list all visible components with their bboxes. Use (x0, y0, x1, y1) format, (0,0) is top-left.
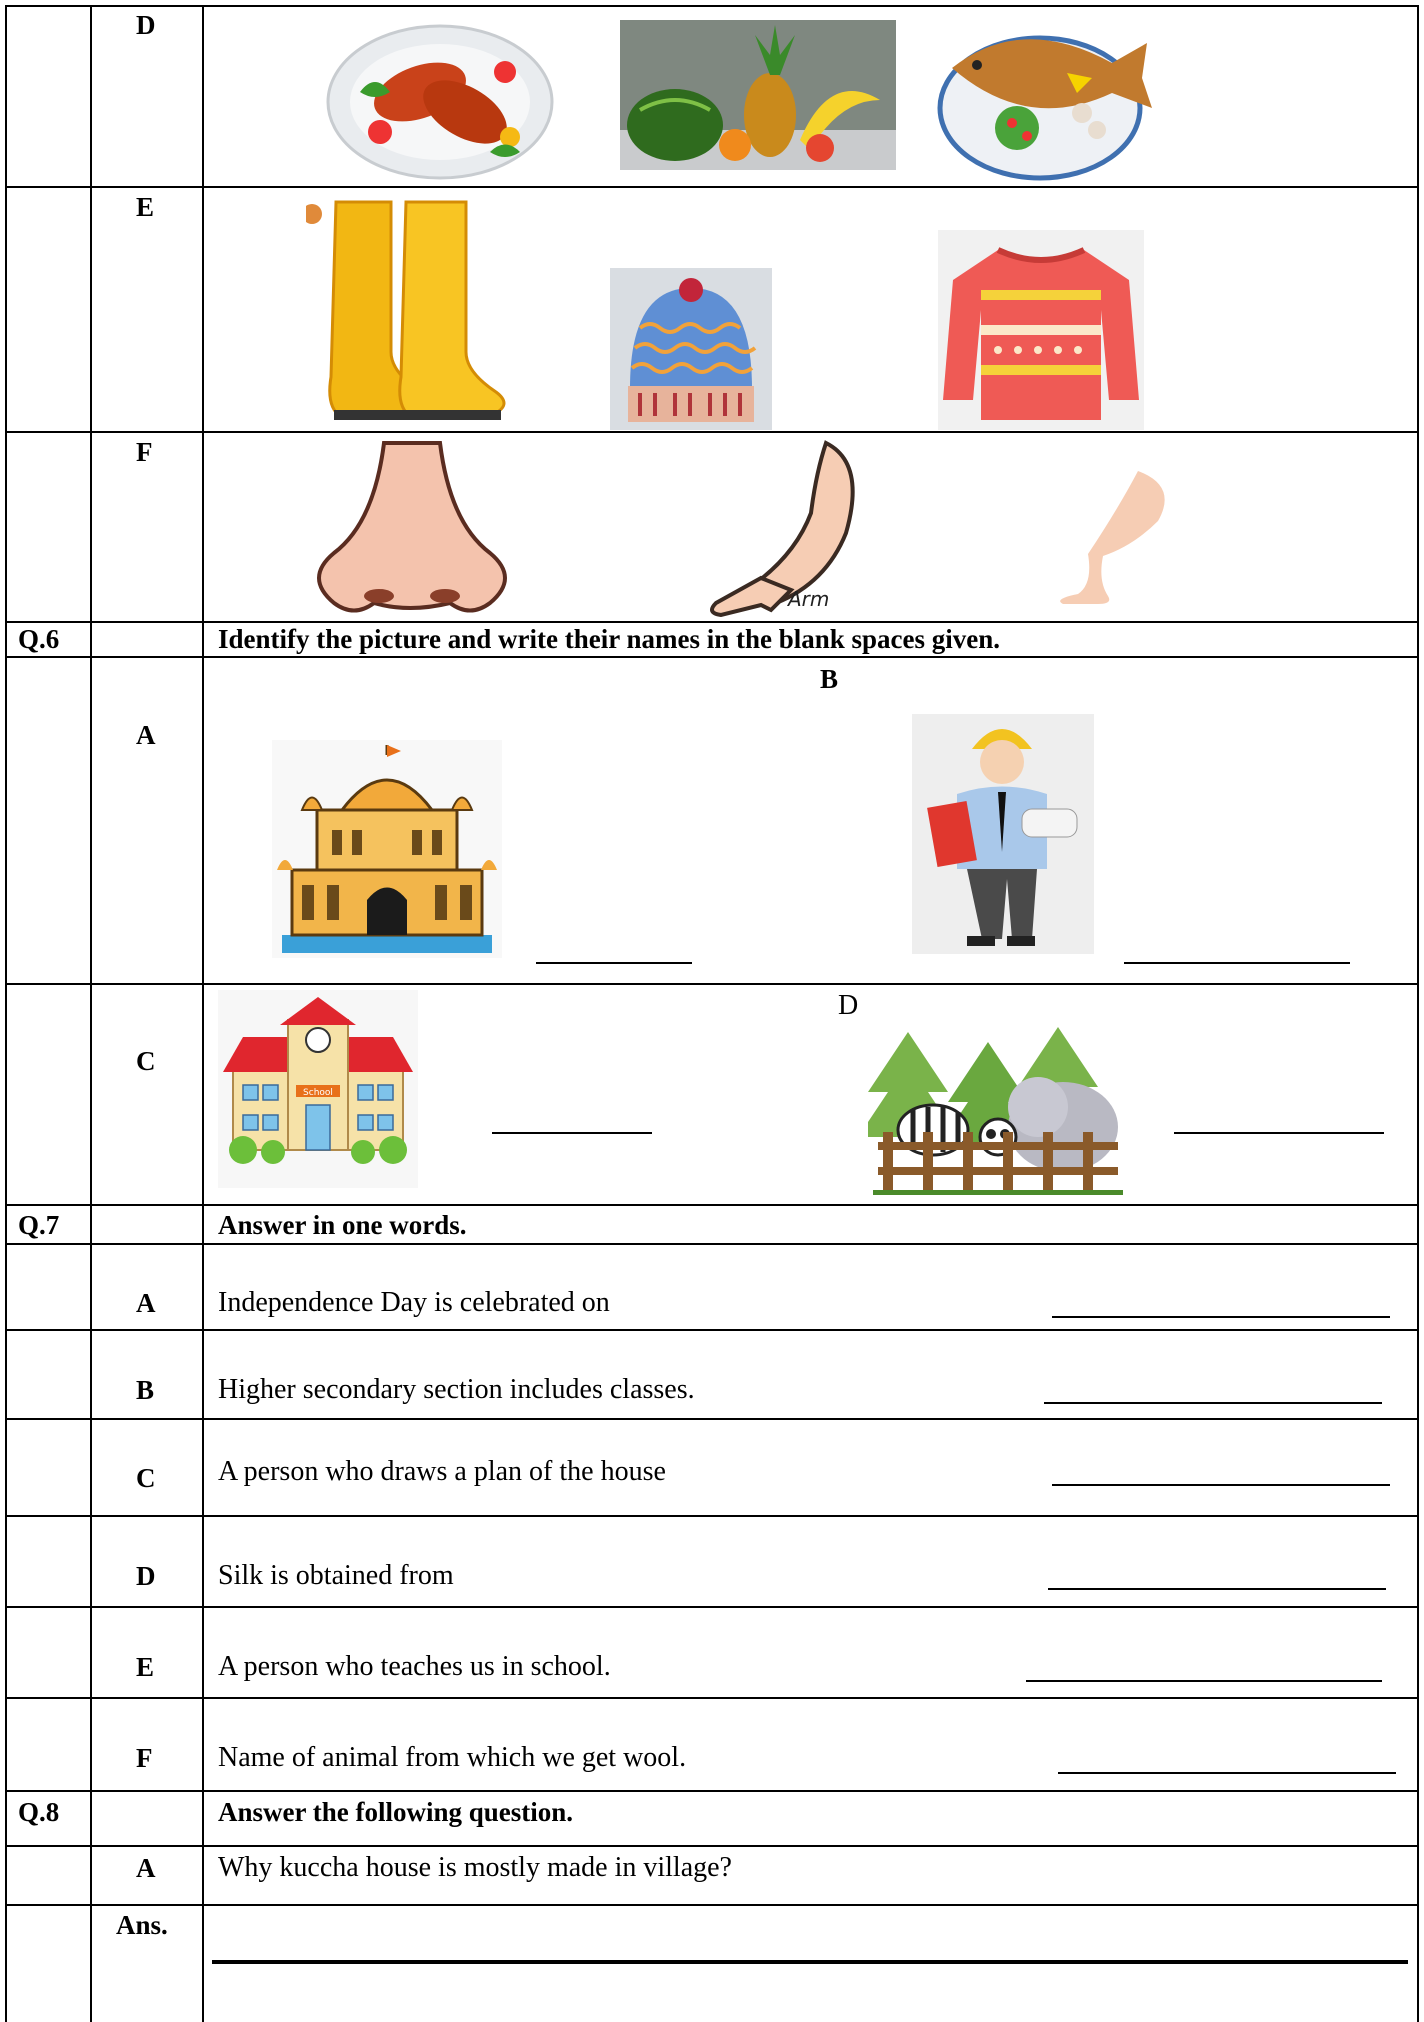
q7-title: Answer in one words. (218, 1210, 467, 1240)
row-divider (5, 1243, 1419, 1245)
fish-plate-icon (922, 8, 1158, 184)
q6-letter-b: B (820, 664, 839, 694)
row-divider (5, 1606, 1419, 1608)
q7-b-answer-blank[interactable] (1044, 1402, 1382, 1404)
q7-letter: A (136, 1288, 156, 1318)
row-divider (5, 1515, 1419, 1517)
row-divider (5, 983, 1419, 985)
woolen-cap-icon (610, 268, 772, 430)
row-divider (5, 1790, 1419, 1792)
q6-letter-c: C (136, 1046, 156, 1076)
row-divider (5, 186, 1419, 188)
q6-number: Q.6 (18, 624, 60, 654)
row-divider (5, 1418, 1419, 1420)
q7-question-text: Independence Day is celebrated on (218, 1287, 610, 1318)
row-divider (5, 656, 1419, 658)
q8-letter-a: A (136, 1853, 156, 1883)
q7-letter: C (136, 1463, 156, 1493)
sweater-icon (938, 230, 1144, 430)
chicken-plate-icon (320, 12, 560, 184)
leg-icon (1048, 466, 1180, 608)
arm-icon (706, 438, 876, 620)
row-letter-d: D (136, 10, 156, 40)
arm-label: Arm (788, 587, 830, 611)
q6-c-answer-blank[interactable] (492, 1132, 652, 1134)
table-border-right (1417, 5, 1419, 2022)
row-divider (5, 1845, 1419, 1847)
q7-letter: B (136, 1375, 155, 1405)
q8-question-text: Why kuccha house is mostly made in village? (218, 1852, 732, 1883)
q8-answer-label: Ans. (116, 1910, 168, 1940)
q7-question-text: Silk is obtained from (218, 1560, 454, 1591)
fruits-icon (620, 20, 896, 170)
q6-letter-a: A (136, 720, 156, 750)
q7-c-answer-blank[interactable] (1052, 1484, 1390, 1486)
q7-letter: D (136, 1561, 156, 1591)
q6-d-answer-blank[interactable] (1174, 1132, 1384, 1134)
table-divider-col1 (90, 5, 92, 2022)
temple-icon (272, 740, 502, 958)
q7-question-text: A person who teaches us in school. (218, 1651, 611, 1682)
q7-letter: F (136, 1743, 153, 1773)
row-divider (5, 1204, 1419, 1206)
q6-title: Identify the picture and write their names in the blank spaces given. (218, 624, 1001, 654)
q6-letter-d: D (838, 990, 859, 1021)
boots-icon (306, 192, 516, 430)
q7-letter: E (136, 1652, 155, 1682)
table-border-left (5, 5, 7, 2022)
row-divider (5, 1697, 1419, 1699)
table-divider-col2 (202, 5, 204, 2022)
q7-e-answer-blank[interactable] (1026, 1680, 1382, 1682)
row-divider (5, 1329, 1419, 1331)
q7-question-text: A person who draws a plan of the house (218, 1456, 666, 1487)
q6-b-answer-blank[interactable] (1124, 962, 1350, 964)
q7-question-text: Higher secondary section includes classes. (218, 1374, 695, 1405)
school-building-icon (218, 990, 418, 1188)
q8-number: Q.8 (18, 1797, 60, 1827)
row-divider (5, 1904, 1419, 1906)
q8-answer-line[interactable] (212, 1960, 1408, 1964)
school-sign: School (303, 1088, 333, 1098)
row-letter-f: F (136, 437, 153, 467)
row-divider (5, 431, 1419, 433)
engineer-icon (912, 714, 1094, 954)
zoo-icon (868, 1012, 1128, 1196)
row-divider (5, 621, 1419, 623)
q7-number: Q.7 (18, 1210, 60, 1240)
table-border-top (5, 5, 1419, 7)
q8-title: Answer the following question. (218, 1797, 574, 1827)
q7-d-answer-blank[interactable] (1048, 1588, 1386, 1590)
q7-question-text: Name of animal from which we get wool. (218, 1742, 687, 1773)
nose-icon (304, 438, 520, 620)
q6-a-answer-blank[interactable] (536, 962, 692, 964)
q7-a-answer-blank[interactable] (1052, 1316, 1390, 1318)
row-letter-e: E (136, 192, 155, 222)
q7-f-answer-blank[interactable] (1058, 1772, 1396, 1774)
